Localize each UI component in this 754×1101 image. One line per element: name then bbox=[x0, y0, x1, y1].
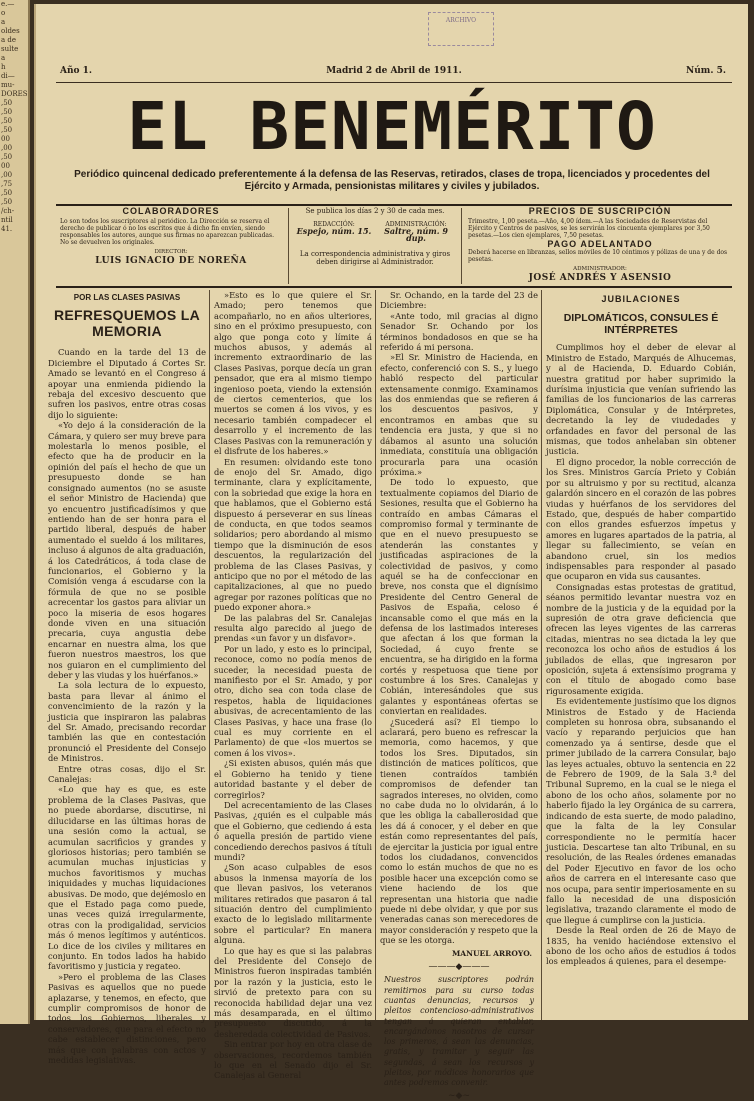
redaccion-block bbox=[293, 221, 375, 242]
advance-text: Deberá hacerse en libranzas, sellos móviles de 10 céntimos y pólizas de una y de dos pesetas. bbox=[468, 249, 728, 263]
strip-text: ,50 bbox=[1, 153, 13, 161]
paragraph: »El Sr. Ministro de Hacienda, en efecto, conferenció con S. S., y luego habló respecto del particular extensamente conmigo. Examinamos las dos enmiendas que se refieren á los descuentos pasivos, y encontramos en ambas que su tendencia era justa, y que si no dábamos al asunto una solución inmediata, constituía una obligación procurarla para una ocasión próxima.» bbox=[380, 352, 538, 477]
strip-text: a de bbox=[1, 36, 17, 44]
article-columns bbox=[36, 290, 750, 1101]
article-body bbox=[546, 342, 736, 966]
admin-address: Saltre, núm. 9 dup. bbox=[384, 226, 448, 243]
strip-text: h bbox=[1, 63, 6, 71]
strip-text: a bbox=[1, 18, 6, 26]
issue-line bbox=[56, 66, 732, 80]
publication-box bbox=[288, 208, 462, 284]
strip-text: ,50 bbox=[1, 108, 13, 116]
colaboradores-box bbox=[60, 208, 282, 284]
strip-text: ,50 bbox=[1, 126, 13, 134]
strip-text: ,50 bbox=[1, 189, 13, 197]
adjacent-page-strip bbox=[0, 0, 30, 1024]
paragraph: Cumplimos hoy el deber de elevar al Ministro de Estado, Marqués de Alhucemas, y al de Hacienda, D. Eduardo Cobián, nuestra gratitud por haber suprimido la durísima injusticia que venían sufriendo las familias de los funcionarios de las carreras Diplomática, Consular y de Intérpretes, decretando la ley de viudedades y orfandades en favor del personal de las mismas, que todos anhelaban sin obtener justicia. bbox=[546, 342, 736, 457]
strip-text: o bbox=[1, 9, 6, 17]
ornament: ———◆——— bbox=[428, 962, 490, 972]
paragraph: La sola lectura de lo expuesto, basta para llevar al ánimo el convencimiento de la razón y la justicia que inspiraron las palabras del Sr. Amado, precisando recordar también las que en contestación pronunció el Presidente del Consejo de Ministros. bbox=[48, 680, 206, 764]
issue-year: Año 1. bbox=[60, 66, 93, 76]
column-4 bbox=[546, 290, 736, 1020]
paragraph: En resumen: olvidando este tono de enojo del Sr. Amado, digo terminante, clara y explícitamente, con la sobriedad que exige la hora en que hablamos, que el Gobierno está dispuesto á perseverar en sus líneas de conducta, en que todos seamos solidarios; pero abordando al mismo tiempo que la disminución de esos descuentos, la regularización del problema de las Clases Pasivas, y anticipo que no por el método de las capitalizaciones, al que no puedo agregar por razones políticas que no puedo exponer ahora.» bbox=[214, 456, 372, 613]
correspondence-note: La correspondencia administrativa y giros deben dirigirse al Administrador. bbox=[299, 250, 451, 266]
paragraph: «Lo que hay es que, es este problema de la Clases Pasivas, que no puede abordarse, discutirse, ni dilucidarse en las últimas horas de una sesión como la actual, se acumulan sacrificios y grandes y gloriosos historias; pero también se acumulan muchas injusticias y muchos favoritismos y muchas iniquidades y muchas liquidaciones abusivas. De modo, que dejémoslo en que el Estado paga como puede, unas veces quizá irregularmente, otras con la prodigalidad, servicios más ó menos legítimos y auténticos. Lo dice de los civiles y militares en conjunto. En todos lados ha habido favoritismo y justicia y regateo. bbox=[48, 784, 206, 972]
redaccion-label: REDACCIÓN: bbox=[313, 221, 355, 228]
paragraph: De las palabras del Sr. Canalejas resulta algo parecido al juego de prendas «un favor y un disfavor». bbox=[214, 612, 372, 644]
strip-text: 00 bbox=[1, 135, 10, 143]
paragraph: De todo lo expuesto, que textualmente copiamos del Diario de Sesiones, resulta que el Gobierno ha contraído en ambas Cámaras el compromiso formal y terminante de que en el nuevo presupuesto se atenderán las constantes y justificadas aspiraciones de la colectividad de pasivos, y como aquél se ha de confeccionar en breve, nos consta que el dignísimo Presidente del Centro General de Pasivos de España, celoso é incansable como el que más en la defensa de los lastimados intereses que afectan á los que forman la Sociedad, á cuyo frente se encuentra, se ha dirigido en la forma cortés y respetuosa que tiene por costumbre á los Sres. Canalejas y Cobián, interesándoles que sus galantes y espontáneas ofertas se conviertan en realidades. bbox=[380, 477, 538, 717]
strip-text: /ch- bbox=[1, 207, 15, 215]
strip-text: ntil bbox=[1, 216, 13, 224]
paragraph: Sin entrar por hoy en otra clase de observaciones, recordemos también lo que en el Senado dijo el Sr. Canalejas al General bbox=[214, 1039, 372, 1081]
strip-text: oldes bbox=[1, 27, 20, 35]
archive-stamp: ARCHIVO bbox=[428, 12, 494, 46]
paragraph: Lo que hay es que si las palabras del Presidente del Consejo de Ministros fueron inspiradas también por la razón y la justicia, esto le sirvió de pretexto para con su reconocida habilidad dejar una vez más desamparada, en el último presupuesto discutido, á la desheredada colectividad de Pasivos. bbox=[214, 945, 372, 1039]
strip-text: ,00 bbox=[1, 144, 13, 152]
strip-text: ,00 bbox=[1, 171, 13, 179]
section-title: JUBILACIONES bbox=[601, 294, 681, 304]
paragraph: »Esto es lo que quiere el Sr. Amado; pero tenemos que acompañarlo, no en años ulteriores, sino en el próximo presupuesto, con algo que ponga coto y límite á muchos abusos, y además al incremento extraordinario de las Clases Pasivas, porque decía un gran pensador, que era al mismo tiempo ingenioso poeta, viendo la extensión de ciertos cementerios, que los muertos se comen á los vivos, y es necesario también compadecer el desarrollo y el incremento de las Clases Pasivas con la remuneración y el disfrute de los haberes.» bbox=[214, 290, 372, 457]
article-body bbox=[214, 290, 372, 1081]
strip-text: ,50 bbox=[1, 198, 13, 206]
column-rule bbox=[375, 290, 376, 1020]
column-rule bbox=[209, 290, 210, 1020]
strip-text: di— bbox=[1, 72, 15, 80]
article-body bbox=[380, 290, 538, 946]
strip-text: 00 bbox=[1, 162, 10, 170]
ornament: ~◆~ bbox=[447, 1090, 470, 1101]
column-3 bbox=[380, 290, 538, 1101]
column-1 bbox=[48, 290, 206, 1066]
colaboradores-title: COLABORADORES bbox=[122, 206, 220, 216]
article-kicker: POR LAS CLASES PASIVAS bbox=[73, 293, 181, 302]
prices-text: Trimestre, 1,00 peseta.—Año, 4,00 ídem.—A las Sociedades de Reservistas del Ejército y Centros de pasivos, se les servirán los cincuenta ejemplares por 3,50 pesetas.—Los cien ejemplares, 7,50 pesetas. bbox=[468, 218, 710, 239]
issue-number: Núm. 5. bbox=[686, 66, 726, 76]
newspaper-page bbox=[34, 4, 748, 1101]
article-headline: REFRESQUEMOS LA MEMORIA bbox=[53, 307, 201, 340]
masthead-title: EL BENEMÉRITO bbox=[127, 88, 657, 165]
paragraph: Del acrecentamiento de las Clases Pasivas, ¿quién es el culpable más que el Gobierno, que cediendo á esta ó aquella presión de partido viene concediendo derechos pasivos á títuli mundi? bbox=[214, 799, 372, 862]
masthead-subtitle: Periódico quincenal dedicado preferentemente á la defensa de las Reservas, retirados, clases de tropa, licenciados y procedentes del Ejército y Armada, pensionistas militares y civiles y jubilados. bbox=[74, 169, 710, 192]
paragraph: «Yo dejo á la consideración de la Cámara, y quiero ser muy breve para molestarla lo menos posible, el efecto que ha de producir en la opinión del país el hecho de que un presupuesto donde se han consignado aumentos (no se asuste el señor Ministro de Hacienda) que yo encuentro justificadísimos y que entiendo han de ser honra para el partido liberal, después de haber aumentado el sueldo á los militares, incluso á algunos de alta graduación, á los Catedráticos, á toda clase de funcionarios, el Gobierno y la Comisión venga á escudarse con la fórmula de que no se posible acrecentar los gastos para aliviar un poco la miseria de esos hogares donde viven en una situación precaria, cuya angustia debe encarnar en nuestra alma, los que fueron nuestros maestros, los que nos guiaron en el cumplimiento del deber y las viudas y los huérfanos.» bbox=[48, 420, 206, 680]
administrator-name: JOSÉ ANDRÉS Y ASENSIO bbox=[528, 273, 672, 283]
strip-text: 41. bbox=[1, 225, 13, 233]
article-signature: MANUEL ARROYO. bbox=[452, 948, 532, 958]
strip-text: ,75 bbox=[1, 180, 13, 188]
column-rule bbox=[541, 290, 542, 1020]
admin-block bbox=[375, 221, 457, 242]
strip-text: DORES bbox=[1, 90, 28, 98]
director-label: DIRECTOR: bbox=[154, 249, 188, 255]
issue-date: Madrid 2 de Abril de 1911. bbox=[326, 66, 462, 76]
paragraph: ¿Si existen abusos, quién más que el Gobierno ha tenido y tiene autoridad bastante y el deber de corregirlos? bbox=[214, 758, 372, 800]
paragraph: El digno procedor, la noble corrección de los Sres. Ministros García Prieto y Cobián por su altruismo y por su rectitud, alcanza galardón sincero en el corazón de las pobres viudas y huérfanos de los servidores del Estado, que, después de haber compartido con ellos grandes esfuerzos ímpetus y amores en lugares apartados de la patria, al llegar su fallecimiento, se veían en abandono cruel, sin los medios indispensables para responder al pasado que ocuparon en vida sus causantes. bbox=[546, 456, 736, 582]
paragraph: »Pero el problema de las Clases Pasivas es aquellos que no puede aplazarse, y tenemos, en efecto, que cumplir compromisos de honor de todos los Gobiernos, liberales y conservadores, que para el efecto no cabe establecer distinciones, pero más que con palabras con actos y medidas legislativas. bbox=[48, 971, 206, 1066]
strip-text: ,50 bbox=[1, 99, 13, 107]
paragraph: Cuando en la tarde del 13 de Diciembre el Diputado á Cortes Sr. Amado se levantó en el Congreso á apoyar una enmienda pidiendo la rebaja del excesivo descuento que sufren los pasivos, entre otras cosas dijo lo siguiente: bbox=[48, 347, 206, 420]
prices-title: PRECIOS DE SUSCRIPCIÓN bbox=[528, 206, 672, 216]
strip-text: ,50 bbox=[1, 117, 13, 125]
divider bbox=[56, 286, 732, 288]
strip-text: a bbox=[1, 54, 6, 62]
advance-title: PAGO ADELANTADO bbox=[547, 239, 653, 249]
paragraph: ¿Sucederá así? El tiempo lo aclarará, pero bueno es refrescar la memoria, como hacemos, y que todos los Sres. Diputados, sin distinción de matices políticos, que tienen contraídos también compromisos de defender tan sagrados intereses, no olviden, como no cabe duda no lo olvidarán, á lo que les obliga la caballerosidad que les dá á conocer, y el deber en que están como representantes del país, de ejercitar la justicia por igual entre todos los ciudadanos, convencidos como lo están muchos de que no es posible hacer una excepción como se viene haciendo de los que representan una historia que nadie puede ni debe olvidar, y que por sus veneradas canas son merecedores de mayor consideración y respeto que la que se les otorga. bbox=[380, 716, 538, 946]
redaccion-address: Espejo, núm. 15. bbox=[296, 226, 372, 236]
article-headline: DIPLOMÁTICOS, CONSULES É INTÉRPRETES bbox=[563, 312, 719, 337]
strip-text: sulte bbox=[1, 45, 19, 53]
paragraph: «Ante todo, mil gracias al digno Senador Sr. Ochando por los términos bondadosos en que se ha referido á mi persona. bbox=[380, 310, 538, 353]
director-name: LUIS IGNACIO DE NOREÑA bbox=[95, 256, 247, 266]
subscriber-notice: Nuestros suscriptores podrán remitirnos para su curso todas cuantas denuncias, recursos y pleitos contencioso-administrativos tengan á quieran entablar, encargándonos nosotros de cursar los primeros, á sean las denuncias, gratis, y tramitar y seguir las segundas, á sean los recursos y pleitos, por módicos honorarios que antes podremos convenir. bbox=[384, 975, 534, 1088]
paragraph: Consignadas estas protestas de gratitud, séanos permitido levantar nuestra voz en nombre de la justicia y de la equidad por la supresión de otra grave deficiencia que ofrecen las leyes vigentes de las carreras citadas, mientras no sea dictada la ley que reconozca los ocho años de estudios á los jubilados de ellas, que ingresaron por oposición, sujeta á extensísimo programa y con el título de abogado como base rigurosamente exigida. bbox=[546, 581, 736, 696]
strip-text: mu- bbox=[1, 81, 15, 89]
paragraph: Es evidentemente justísimo que los dignos Ministros de Estado y de Hacienda completen su honrosa obra, subsanando el vacío y reparando perjuicios que han comenzado ya á sentirse, desde que el primer jubilado de la carrera Consular, bajo las leyes actuales, obtuvo la sentencia en 22 de Febrero de 1909, de la Sala 3.ª del Tribunal Supremo, en la cual se le niega el abono de los ocho años, solamente por no haberlo fijado la ley Orgánica de su carrera, indicando de esta suerte, de modo paladino, que la falta de la ley Consular correspondiente no le permitía hacer justicia. Descartese tan alto Tribunal, en su resolución, de las Reales órdenes emanadas del Poder Ejecutivo en favor de los ocho años de carrera en el interesante caso que nos ocupa, para sentir imperiosamente en su fallo la necesidad de una disposición legislativa, trazando claramente el modo de que llegue á cumplirse con la justicia. bbox=[546, 696, 736, 925]
column-2 bbox=[214, 290, 372, 1081]
paragraph: ¿Son acaso culpables de esos abusos la inmensa mayoría de los que llevan pasivos, los veteranos militares retirados que pasaron á tal situación dentro del cumplimiento exacto de lo legislado militarmente sobre el particular? En manera alguna. bbox=[214, 862, 372, 946]
article-body bbox=[48, 347, 206, 1065]
paragraph: Sr. Ochando, en la tarde del 23 de Diciembre: bbox=[380, 290, 538, 311]
divider bbox=[56, 82, 732, 83]
paragraph: Desde la Real orden de 26 de Mayo de 1835, ha venido haciéndose extensivo el abono de los ocho años de estudios á todos los empleados á quienes, para el desempe- bbox=[546, 925, 736, 967]
admin-label: ADMINISTRACIÓN: bbox=[385, 221, 447, 228]
paragraph: Por un lado, y esto es lo principal, reconoce, como no podía menos de suceder, la necesidad puesta de manifiesto por el Sr. Amado, y por otro, dicho sea con toda clase de respetos, habla de liquidaciones abusivas, de acrecentamiento de las Clases Pasivas, y hace una frase (lo cual es muy corriente en el Parlamento) de que «los muertos se comen á los vivos». bbox=[214, 643, 372, 758]
prices-box bbox=[468, 208, 732, 284]
publication-schedule: Se publica los días 2 y 30 de cada mes. bbox=[305, 207, 445, 215]
strip-text: e.— bbox=[1, 0, 15, 8]
administrator-label: ADMINISTRADOR: bbox=[573, 266, 627, 272]
paragraph: Entre otras cosas, dijo el Sr. Canalejas: bbox=[48, 763, 206, 785]
colaboradores-text: Lo son todos los suscriptores al periódico. La Dirección se reserva el derecho de publicar ó no los escritos que á dicho fin envíen, siendo responsables los autores, aunque sus firmas no aparezcan publicadas. No se devuelven los originales. bbox=[60, 218, 274, 246]
